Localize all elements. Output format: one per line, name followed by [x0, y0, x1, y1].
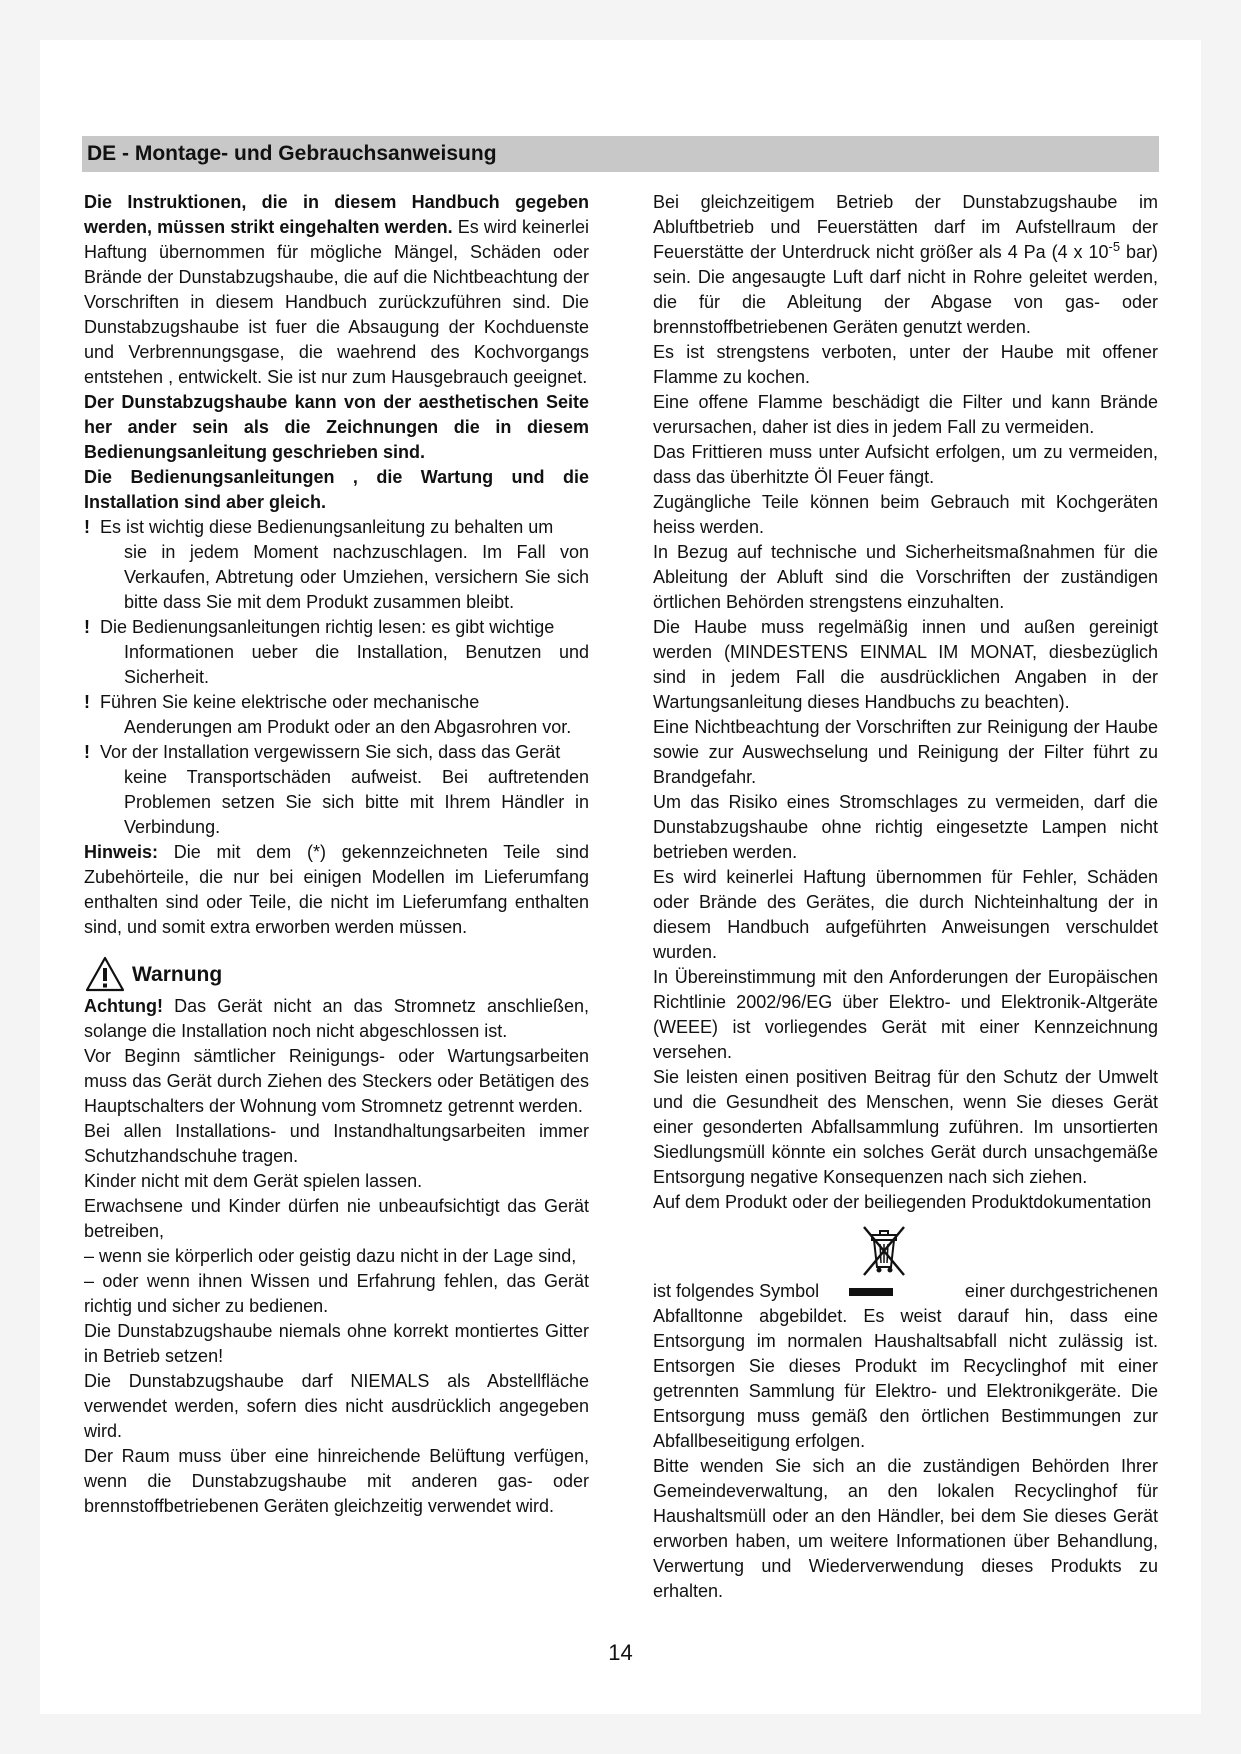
bullet-item	[84, 740, 589, 840]
bullet-item	[84, 615, 589, 690]
exclamation-icon: !	[84, 517, 90, 537]
text-paragraph: Vor Beginn sämtlicher Reinigungs- oder Wartungsarbeiten muss das Gerät durch Ziehen des Steckers oder Betätigen des Hauptschalters der Wohnung vom Stromnetz getrennt werden.	[84, 1046, 589, 1116]
right-column	[653, 190, 1158, 1604]
crossed-bin-icon	[858, 1223, 910, 1279]
weee-symbol	[653, 1223, 1158, 1279]
text-paragraph: In Bezug auf technische und Sicherheitsmaßnahmen für die Ableitung der Abluft sind die Vorschriften der zuständigen örtlichen Behörden strengstens einzuhalten.	[653, 542, 1158, 612]
text-paragraph: Sie leisten einen positiven Beitrag für den Schutz der Umwelt und die Gesundheit des Menschen, wenn Sie dieses Gerät einer gesonderten Abfallsammlung zuführen. Im unsortierten Siedlungsmüll könnte ein solches Gerät durch unsachgemäße Entsorgung negative Konsequenzen nach sich ziehen.	[653, 1067, 1158, 1187]
symbol-post: einer durchgestrichenen	[964, 1281, 1158, 1301]
manual-note: Die Bedienungsanleitungen , die Wartung und die Installation sind aber gleich.	[84, 467, 589, 512]
text-paragraph: Die Dunstabzugshaube niemals ohne korrekt montiertes Gitter in Betrieb setzen!	[84, 1321, 589, 1366]
text-paragraph: Um das Risiko eines Stromschlages zu vermeiden, darf die Dunstabzugshaube ohne richtig eingesetzte Lampen nicht betrieben werden.	[653, 792, 1158, 862]
text-paragraph: – wenn sie körperlich oder geistig dazu nicht in der Lage sind,	[84, 1246, 577, 1266]
attention-label: Achtung!	[84, 996, 163, 1016]
intro-rest: Es wird keinerlei Haftung übernommen für mögliche Mängel, Schäden oder Brände der Dunstabzugshaube, die auf die Nichtbeachtung der Vorschriften in diesem Handbuch zurückzuführen sind. Die Dunstabzugshaube ist fuer die Absaugung der Kochduenste und Verbrennungsgase, die waehrend des Kochvorgangs entstehen , entwickelt. Sie ist nur zum Hausgebrauch geeignet.	[84, 217, 590, 387]
bullet-first: Die Bedienungsanleitungen richtig lesen: es gibt wichtige	[100, 617, 555, 637]
text-paragraph: Eine offene Flamme beschädigt die Filter und kann Brände verursachen, daher ist dies in jedem Fall zu vermeiden.	[653, 392, 1158, 437]
text-paragraph: In Übereinstimmung mit den Anforderungen der Europäischen Richtlinie 2002/96/EG über Elektro- und Elektronik-Altgeräte (WEEE) ist vorliegendes Gerät mit einer Kennzeichnung versehen.	[653, 967, 1158, 1062]
attention-text: Das Gerät nicht an das Stromnetz anschließen, solange die Installation noch nicht abgeschlossen ist.	[84, 996, 589, 1041]
page-title: DE - Montage- und Gebrauchsanweisung	[87, 142, 497, 165]
text-paragraph: Zugängliche Teile können beim Gebrauch mit Kochgeräten heiss werden.	[653, 492, 1158, 537]
section-header	[82, 136, 1159, 172]
text-paragraph: Das Frittieren muss unter Aufsicht erfolgen, um zu vermeiden, dass das überhitzte Öl Feuer fängt.	[653, 442, 1158, 487]
left-column	[84, 190, 589, 1519]
hint-label: Hinweis:	[84, 842, 159, 862]
bullet-rest: Aenderungen am Produkt oder an den Abgasrohren vor.	[124, 717, 572, 737]
exclamation-icon: !	[84, 742, 90, 762]
intro-bold: Die Instruktionen, die in diesem Handbuch gegeben werden, müssen strikt eingehalten werden.	[84, 192, 589, 237]
text-paragraph: Auf dem Produkt oder der beiliegenden Produktdokumentation	[653, 1192, 1152, 1212]
bullet-rest: sie in jedem Moment nachzuschlagen. Im Fall von Verkaufen, Abtretung oder Umziehen, versichern Sie sich bitte dass Sie mit dem Produkt zusammen bleibt.	[124, 542, 589, 612]
exclamation-icon: !	[84, 692, 90, 712]
attention-paragraph	[84, 994, 589, 1044]
pressure-text-b: bar) sein. Die angesaugte Luft darf nicht in Rohre geleitet werden, die für die Ableitung der Abgase von gas- oder brennstoffbetriebenen Geräten genutzt werden.	[653, 242, 1159, 337]
pressure-text-a: Bei gleichzeitigem Betrieb der Dunstabzugshaube im Abluftbetrieb und Feuerstätten darf im Aufstellraum der Feuerstätte der Unterdruck nicht größer als 4 Pa (4 x 10	[653, 192, 1158, 262]
bullet-first: Vor der Installation vergewissern Sie sich, dass das Gerät	[100, 742, 561, 762]
symbol-line	[653, 1279, 1158, 1304]
hint-paragraph	[84, 840, 589, 940]
text-paragraph: Eine Nichtbeachtung der Vorschriften zur Reinigung der Haube sowie zur Auswechselung und Reinigung der Filter führt zu Brandgefahr.	[653, 717, 1158, 787]
bullet-first: Führen Sie keine elektrische oder mechanische	[100, 692, 480, 712]
intro-paragraph	[84, 190, 589, 390]
warning-triangle-icon	[84, 955, 126, 993]
exclamation-icon: !	[84, 617, 90, 637]
text-paragraph: Der Raum muss über eine hinreichende Belüftung verfügen, wenn die Dunstabzugshaube mit anderen gas- oder brennstoffbetriebenen Geräten gleichzeitig verwendet wird.	[84, 1446, 589, 1516]
text-paragraph: Bei allen Installations- und Instandhaltungsarbeiten immer Schutzhandschuhe tragen.	[84, 1121, 589, 1166]
text-paragraph: Bitte wenden Sie sich an die zuständigen Behörden Ihrer Gemeindeverwaltung, an den lokalen Recyclinghof für Haushaltsmüll oder an den Händler, bei dem Sie dieses Gerät erworben haben, um weitere Informationen über Behandlung, Verwertung und Wiederverwendung dieses Produkts zu erhalten.	[653, 1456, 1158, 1601]
design-note: Der Dunstabzugshaube kann von der aesthetischen Seite her ander sein als die Zeichnungen die in diesem Bedienungsanleitung geschrieben sind.	[84, 392, 589, 462]
warning-heading	[84, 954, 589, 994]
symbol-pre: ist folgendes Symbol	[653, 1281, 820, 1301]
page-number: 14	[608, 1640, 633, 1665]
bullet-first: Es ist wichtig diese Bedienungsanleitung zu behalten um	[100, 517, 554, 537]
black-bar-icon	[849, 1288, 893, 1296]
hint-text: Die mit dem (*) gekennzeichneten Teile sind Zubehörteile, die nur bei einigen Modellen im Lieferumfang enthalten sind oder Teile, die nicht im Lieferumfang enthalten sind, und somit extra erworben werden müssen.	[84, 842, 589, 937]
exponent: -5	[1108, 239, 1121, 254]
text-paragraph: Die Dunstabzugshaube darf NIEMALS als Abstellfläche verwendet werden, sofern dies nicht ausdrücklich angegeben wird.	[84, 1371, 589, 1441]
bullet-item	[84, 515, 589, 615]
bullet-item	[84, 690, 589, 740]
text-paragraph: Kinder nicht mit dem Gerät spielen lassen.	[84, 1171, 423, 1191]
text-paragraph: Abfalltonne abgebildet. Es weist darauf hin, dass eine Entsorgung im normalen Haushaltsabfall nicht zulässig ist. Entsorgen Sie dieses Produkt im Recyclinghof mit einer getrennten Sammlung für Elektro- und Elektronikgeräte. Die Entsorgung muss gemäß den örtlichen Bestimmungen zur Abfallbeseitigung erfolgen.	[653, 1306, 1158, 1451]
text-paragraph: – oder wenn ihnen Wissen und Erfahrung fehlen, das Gerät richtig und sicher zu bedienen.	[84, 1271, 589, 1316]
pressure-paragraph	[653, 190, 1158, 340]
text-paragraph: Erwachsene und Kinder dürfen nie unbeaufsichtigt das Gerät betreiben,	[84, 1196, 589, 1241]
text-paragraph: Es wird keinerlei Haftung übernommen für Fehler, Schäden oder Brände des Gerätes, die durch Nichteinhaltung der in diesem Handbuch aufgeführten Anweisungen verschuldet wurden.	[653, 867, 1158, 962]
text-paragraph: Es ist strengstens verboten, unter der Haube mit offener Flamme zu kochen.	[653, 342, 1158, 387]
warning-title: Warnung	[132, 962, 223, 986]
bullet-rest: Informationen ueber die Installation, Benutzen und Sicherheit.	[124, 642, 589, 687]
text-paragraph: Die Haube muss regelmäßig innen und außen gereinigt werden (MINDESTENS EINMAL IM MONAT, diesbezüglich sind in jedem Fall die ausdrücklichen Angaben in der Wartungsanleitung dieses Handbuchs zu beachten).	[653, 617, 1158, 712]
bullet-rest: keine Transportschäden aufweist. Bei auftretenden Problemen setzen Sie sich bitte mit Ihrem Händler in Verbindung.	[124, 767, 589, 837]
